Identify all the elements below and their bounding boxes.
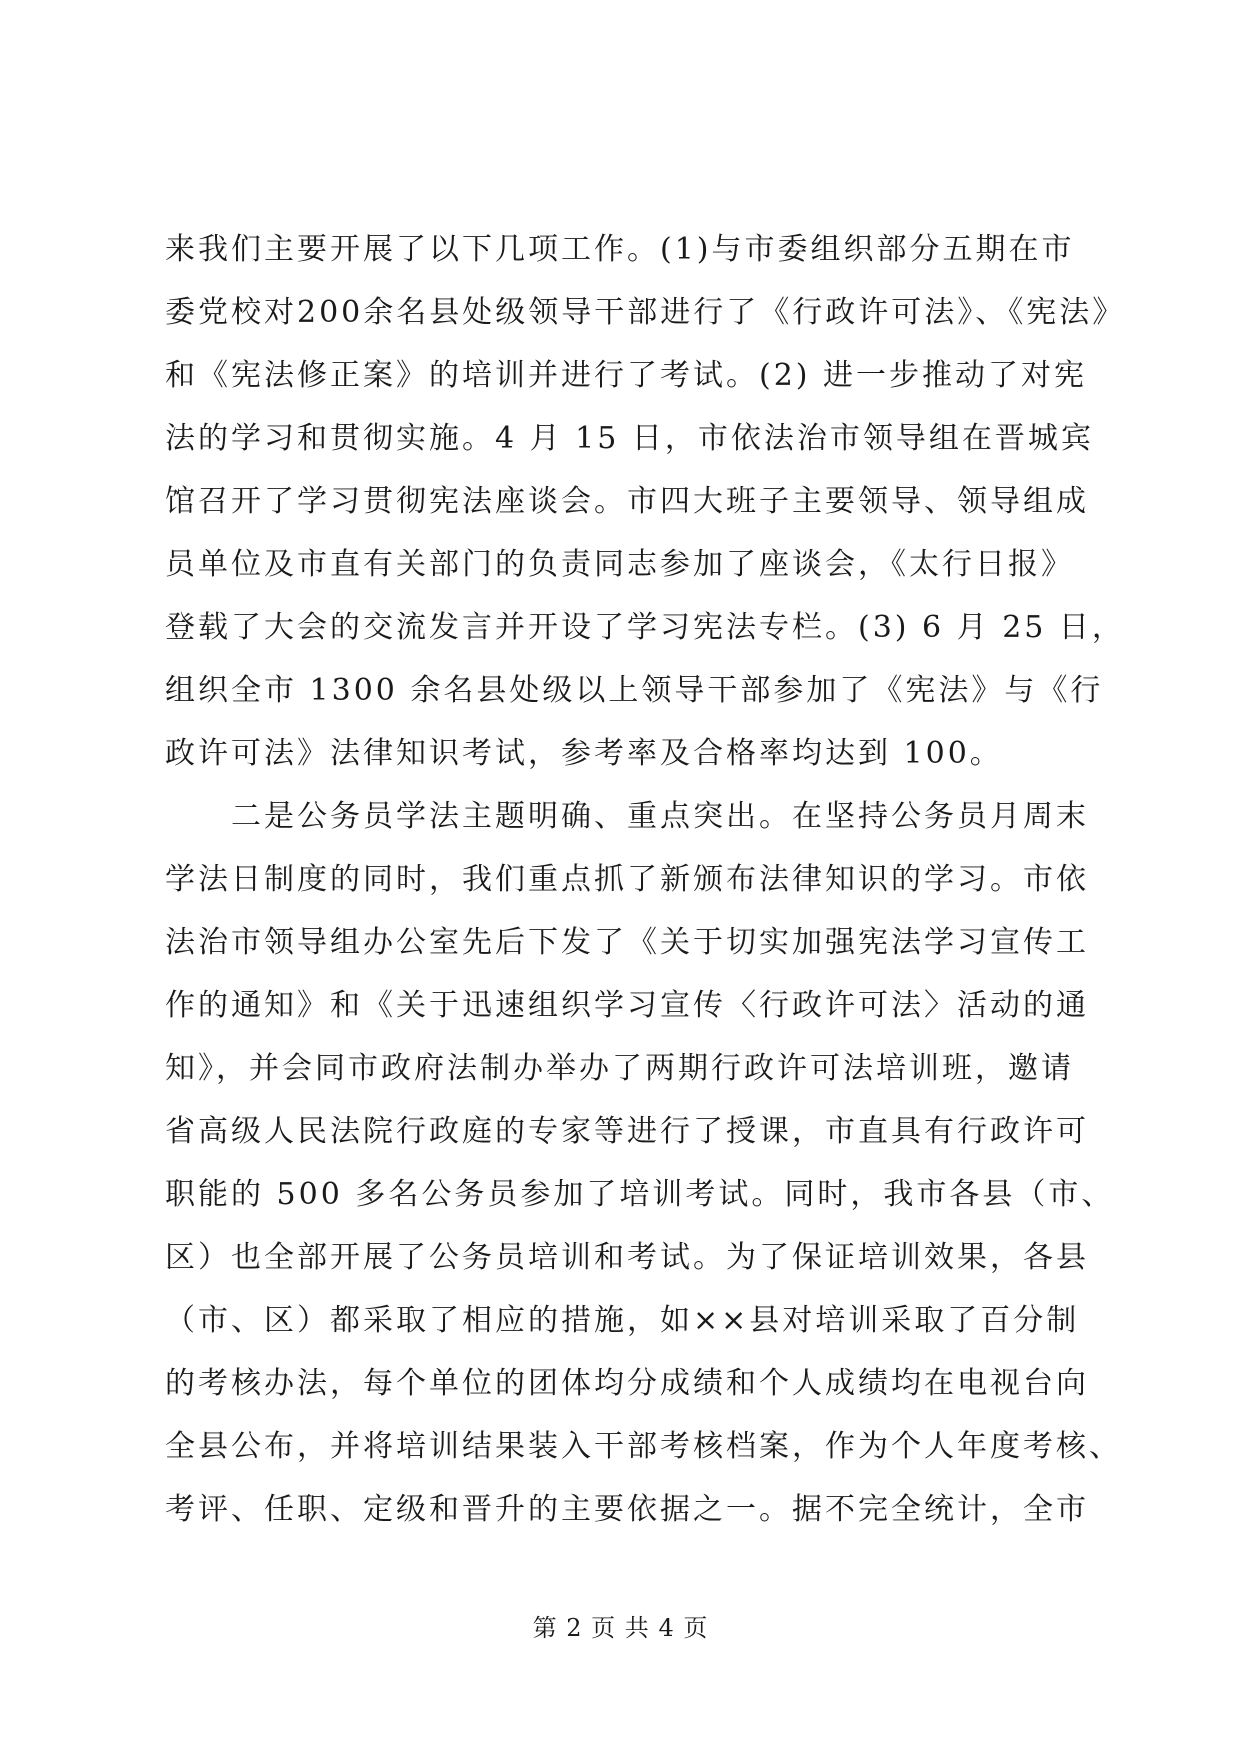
text-line: 法的学习和贯彻实施。4 月 15 日，市依法治市领导组在晋城宾 [165, 421, 1094, 456]
text-line: 组织全市 1300 余名县处级以上领导干部参加了《宪法》与《行 [165, 673, 1104, 708]
text-line: 委党校对200余名县处级领导干部进行了《行政许可法》、《宪法》 [165, 295, 1126, 330]
text-line: 的考核办法，每个单位的团体均分成绩和个人成绩均在电视台向 [165, 1366, 1089, 1401]
text-line: 省高级人民法院行政庭的专家等进行了授课，市直具有行政许可 [165, 1114, 1089, 1149]
text-line: 考评、任职、定级和晋升的主要依据之一。据不完全统计，全市 [165, 1492, 1089, 1527]
text-line: 学法日制度的同时，我们重点抓了新颁布法律知识的学习。市依 [165, 862, 1089, 897]
text-line: 法治市领导组办公室先后下发了《关于切实加强宪法学习宣传工 [165, 925, 1089, 960]
text-line: 来我们主要开展了以下几项工作。(1)与市委组织部分五期在市 [165, 232, 1075, 267]
text-line: 职能的 500 多名公务员参加了培训考试。同时，我市各县（市、 [165, 1177, 1115, 1212]
text-line: 知》，并会同市政府法制办举办了两期行政许可法培训班，邀请 [165, 1051, 1074, 1086]
text-line: 全县公布，并将培训结果装入干部考核档案，作为个人年度考核、 [165, 1429, 1122, 1464]
text-line: 馆召开了学习贯彻宪法座谈会。市四大班子主要领导、领导组成 [165, 484, 1089, 519]
text-line: 二是公务员学法主题明确、重点突出。在坚持公务员月周末 [165, 799, 1089, 834]
text-line: 政许可法》法律知识考试，参考率及合格率均达到 100。 [165, 736, 1003, 771]
text-line: 登载了大会的交流发言并开设了学习宪法专栏。(3) 6 月 25 日， [165, 610, 1125, 645]
text-line: 员单位及市直有关部门的负责同志参加了座谈会，《太行日报》 [165, 547, 1074, 582]
text-line: 作的通知》和《关于迅速组织学习宣传〈行政许可法〉活动的通 [165, 988, 1089, 1023]
text-line: 区）也全部开展了公务员培训和考试。为了保证培训效果，各县 [165, 1240, 1089, 1275]
text-line: （市、区）都采取了相应的措施，如××县对培训采取了百分制 [165, 1303, 1080, 1338]
text-line: 和《宪法修正案》的培训并进行了考试。(2) 进一步推动了对宪 [165, 358, 1088, 393]
body-text [165, 218, 1125, 1541]
page-footer: 第 2 页 共 4 页 [532, 1614, 709, 1642]
